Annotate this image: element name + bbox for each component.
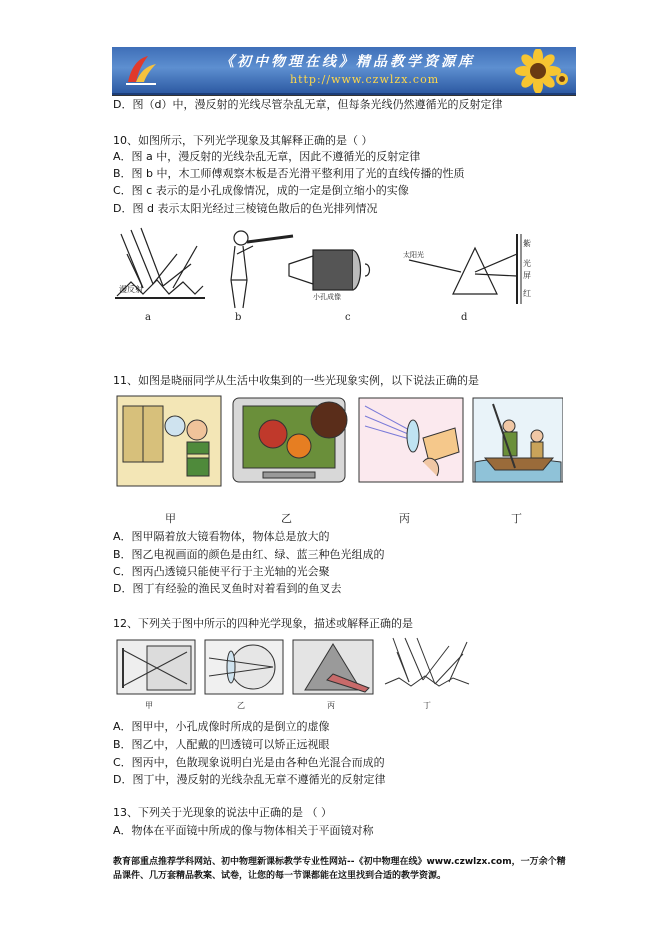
q10-fig-a-text: 漫反射: [119, 285, 143, 294]
q10-fig-b-carpenter: [231, 231, 293, 308]
q10-option-b: B．图 b 中，木工师傅观察木板是否光滑平整利用了光的直线传播的性质: [113, 167, 465, 180]
q11-option-c: C．图丙凸透镜只能使平行于主光轴的光会聚: [113, 565, 330, 578]
q10-fig-c-text: 小孔成像: [313, 293, 341, 301]
q10-option-a: A．图 a 中，漫反射的光线杂乱无章，因此不遵循光的反射定律: [113, 150, 421, 163]
q10-fig-label-d: d: [461, 312, 468, 323]
q11-option-a: A．图甲隔着放大镜看物体，物体总是放大的: [113, 530, 330, 543]
q10-fig-d-bottom: 红: [523, 289, 531, 298]
q11-label-ding: 丁: [511, 512, 522, 525]
page-footer: 教育部重点推荐学科网站、初中物理新课标教学专业性网站--《初中物理在线》www.czwlzx.com，一万余个精品课件、几万套精品教案、试卷，让您的每一节课都能在这里找到合适的教学资源。: [113, 857, 566, 881]
q11-option-b: B．图乙电视画面的颜色是由红、绿、蓝三种色光组成的: [113, 548, 385, 561]
header-banner: [112, 47, 576, 95]
q10-fig-d-top: 紫: [523, 239, 531, 248]
q12-option-d: D．图丁中，漫反射的光线杂乱无章不遵循光的反射定律: [113, 773, 386, 786]
q10-figure: [113, 224, 533, 330]
q12-option-a: A．图甲中，小孔成像时所成的是倒立的虚像: [113, 720, 330, 733]
q12-label-jia: 甲: [145, 701, 153, 710]
q12-fig-ding-diffuse: [385, 638, 469, 686]
q11-fig-ding-fisherman: [473, 398, 563, 482]
q12-label-yi: 乙: [237, 701, 245, 710]
q12-fig-yi-eye-lens: [205, 640, 283, 694]
banner-title: 《初中物理在线》精品教学资源库: [220, 54, 475, 70]
banner-url[interactable]: http://www.czwlzx.com: [290, 73, 440, 86]
q12-fig-bing-prism: [293, 640, 373, 694]
sunflower-icon: [498, 49, 570, 93]
q12-figure: [113, 634, 475, 712]
q12-label-ding: 丁: [423, 701, 431, 710]
q11-label-yi: 乙: [281, 512, 292, 525]
q10-option-c: C．图 c 表示的是小孔成像情况，成的一定是倒立缩小的实像: [113, 184, 409, 197]
q12-option-c: C．图丙中，色散现象说明白光是由各种色光混合而成的: [113, 756, 385, 769]
q11-label-bing: 丙: [399, 512, 410, 525]
q13-option-a: A．物体在平面镜中所成的像与物体相关于平面镜对称: [113, 824, 374, 837]
q12-option-b: B．图乙中，人配戴的凹透镜可以矫正远视眼: [113, 738, 330, 751]
q11-fig-yi-television: [233, 398, 347, 482]
q10-fig-label-a: a: [145, 312, 151, 323]
q10-fig-d-screen: 屏: [523, 271, 531, 280]
q11-figure: [113, 392, 563, 526]
q10-option-d: D．图 d 表示太阳光经过三棱镜色散后的色光排列情况: [113, 202, 378, 215]
q10-stem: 10、如图所示，下列光学现象及其解释正确的是（ ）: [113, 134, 373, 147]
site-logo-icon: [122, 52, 160, 88]
q13-stem: 13、下列关于光现象的说法中正确的是 （ ）: [113, 806, 332, 819]
q12-label-bing: 丙: [327, 701, 335, 710]
q12-stem: 12、下列关于图中所示的四种光学现象，描述或解释正确的是: [113, 617, 413, 630]
q10-fig-c-pinhole-camera: [289, 250, 370, 290]
q10-fig-d-sun: 太阳光: [403, 251, 424, 259]
q10-fig-d-mid: 光: [523, 259, 531, 268]
q10-fig-label-b: b: [235, 312, 242, 323]
q12-fig-jia-pinhole: [117, 640, 195, 694]
q11-fig-jia-magnifier: [117, 396, 221, 486]
q10-fig-label-c: c: [345, 312, 351, 323]
q9-option-d: D．图（d）中，漫反射的光线尽管杂乱无章，但每条光线仍然遵循光的反射定律: [113, 98, 503, 111]
q11-label-jia: 甲: [165, 512, 176, 525]
header-divider: [112, 95, 576, 96]
q10-fig-d-prism: [409, 234, 521, 304]
q11-fig-bing-lens: [359, 398, 463, 482]
q11-stem: 11、如图是晓丽同学从生活中收集到的一些光现象实例，以下说法正确的是: [113, 374, 479, 387]
q11-option-d: D．图丁有经验的渔民叉鱼时对着看到的鱼叉去: [113, 582, 342, 595]
